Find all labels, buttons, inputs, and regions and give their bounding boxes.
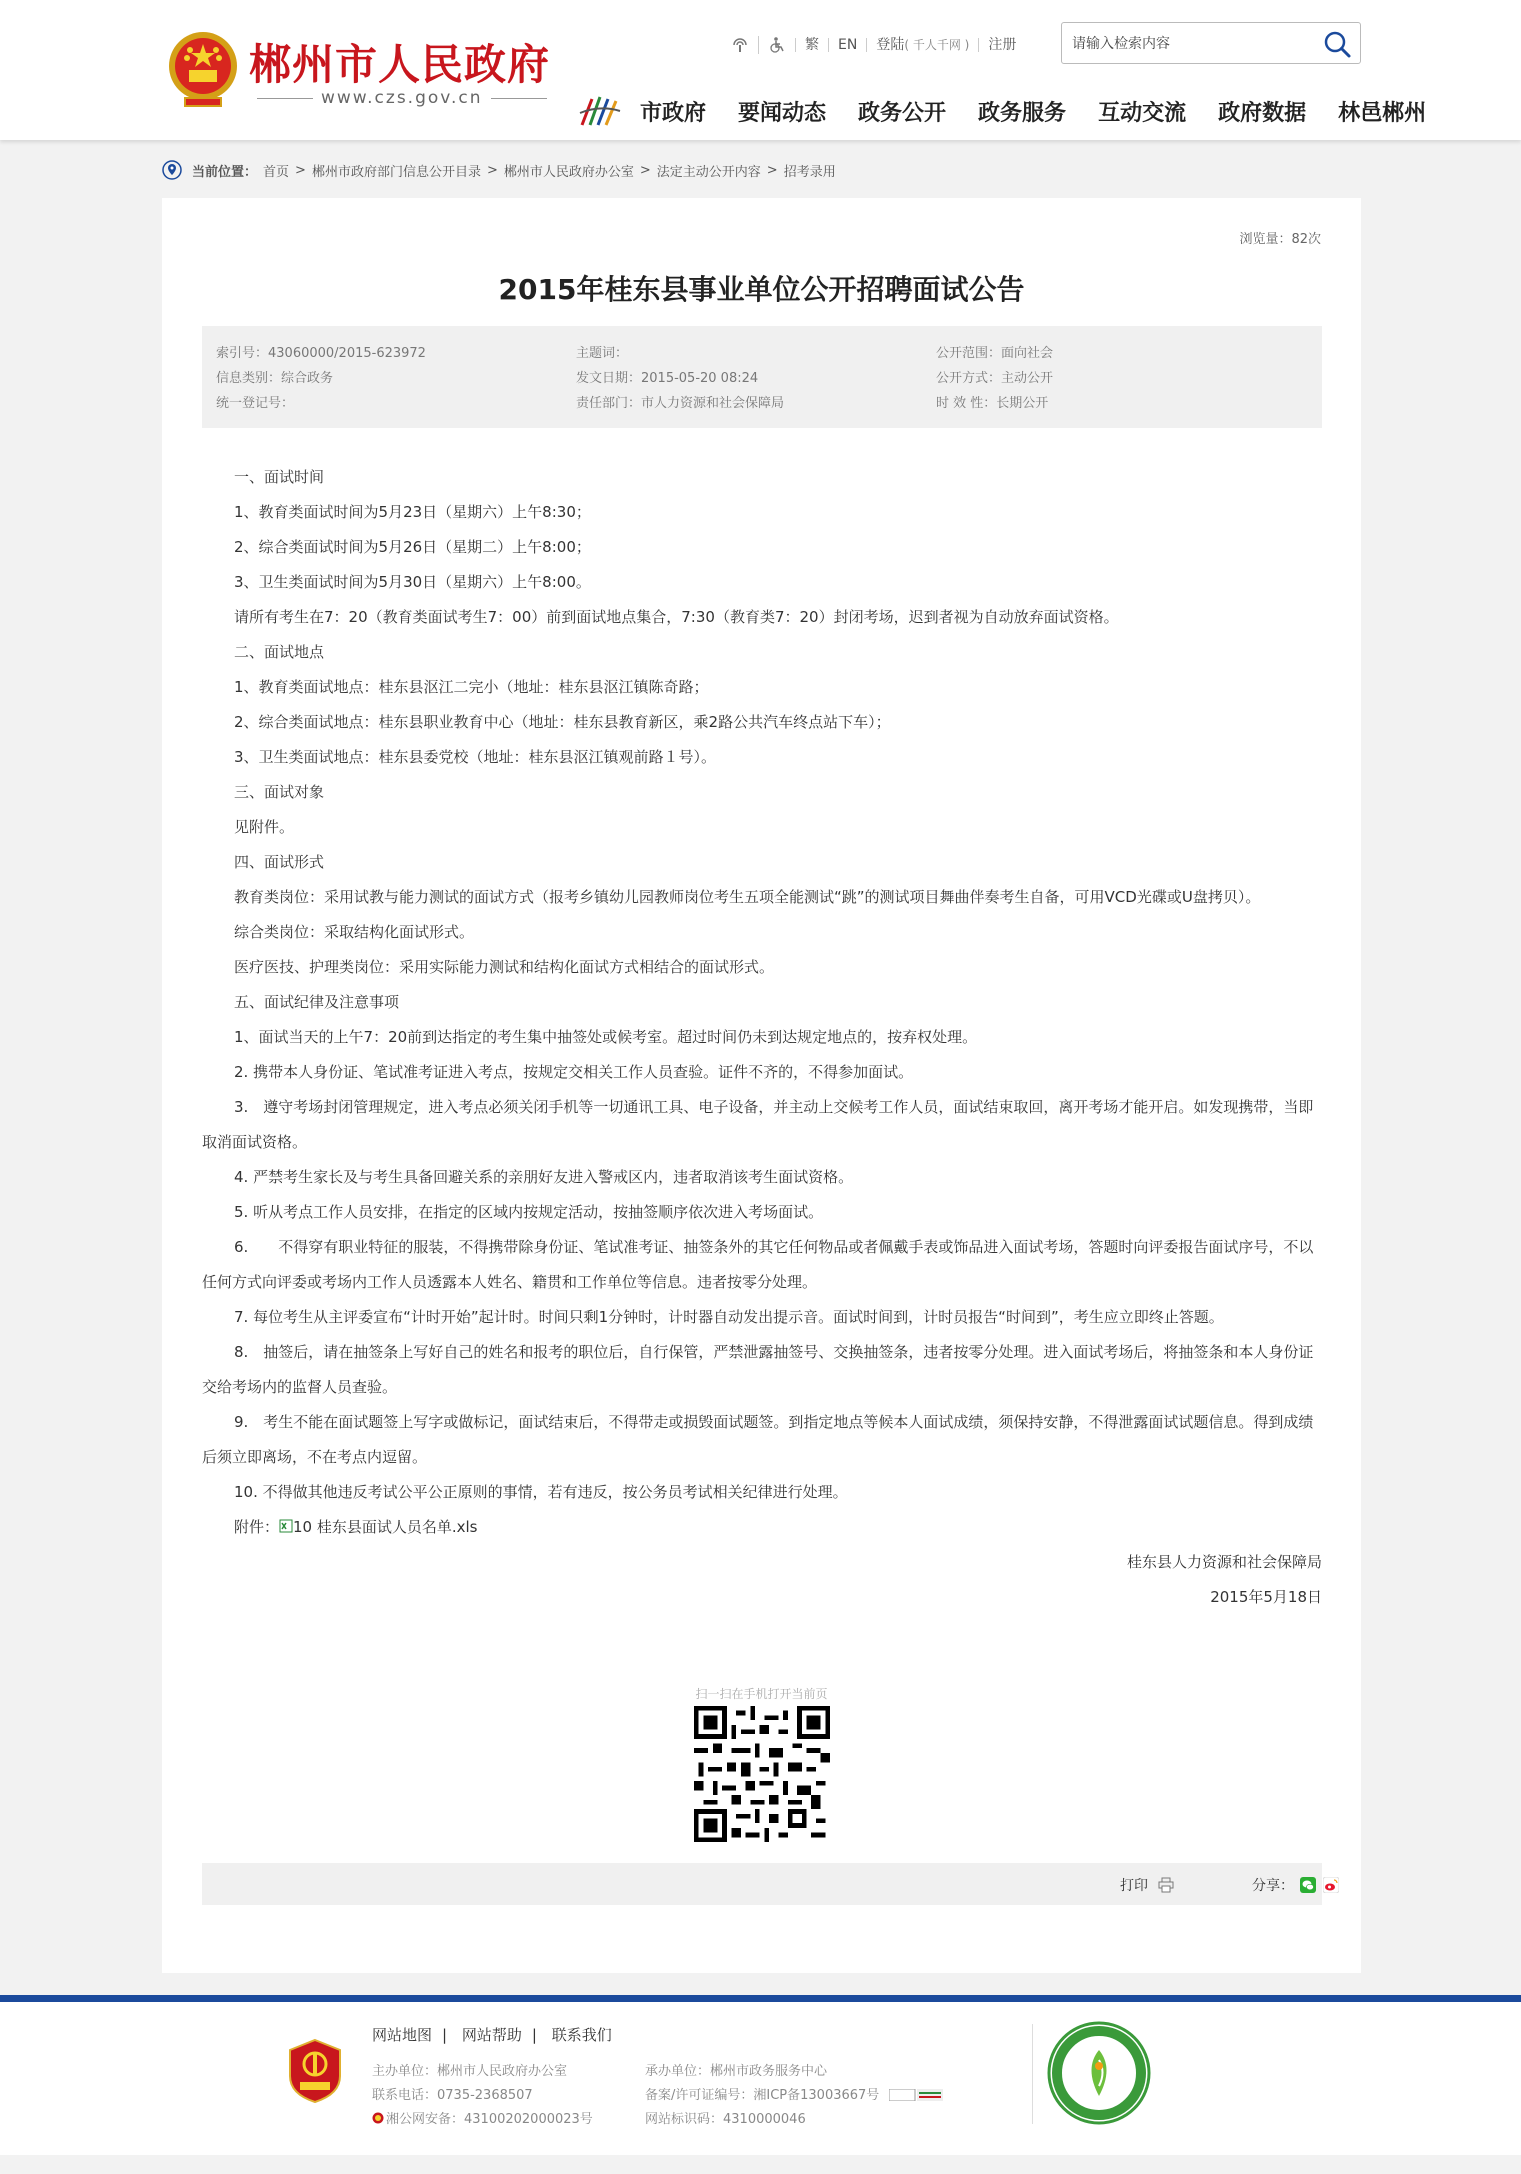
login-link[interactable] [866,38,978,52]
attachment-link[interactable]: 10 桂东县面试人员名单.xls [293,1518,478,1536]
traditional-chinese-link[interactable]: 繁 [795,38,828,52]
article-meta [202,326,1322,428]
breadcrumb-office[interactable]: 郴州市人民政府办公室 [503,164,634,180]
paragraph: 3、卫生类面试地点：桂东县委党校（地址：桂东县沤江镇观前路１号）。 [234,748,717,766]
paragraph: 综合类岗位：采取结构化面试形式。 [234,923,475,941]
city-logo-icon [578,91,622,131]
paragraph: 五、面试纪律及注意事项 [234,993,400,1011]
footer-link-divider: | [442,2026,448,2044]
paragraph: 二、面试地点 [234,643,325,661]
paragraph: 7. 每位考生从主评委宣布“计时开始”起计时。时间只剩1分钟时，计时器自动发出提示音。面试时间到，计时员报告“时间到”，考生应立即终止答题。 [234,1308,1224,1326]
breadcrumb-separator: > [486,162,498,178]
footer-undertaker: 承办单位：郴州市政务服务中心 [645,2064,828,2079]
article-title: 2015年桂东县事业单位公开招聘面试公告 [498,273,1025,306]
location-pin-icon [162,160,182,180]
signer: 桂东县人力资源和社会保障局 [1126,1553,1322,1571]
site-logo[interactable] [163,24,553,120]
police-badge-icon [372,2112,384,2124]
paragraph: 4. 严禁考生家长及与考生具备回避关系的亲朋好友进入警戒区内，违者取消该考生面试资格。 [234,1168,854,1186]
paragraph: 9. 考生不能在面试题签上写字或做标记，面试结束后，不得带走或损毁面试题签。到指定地点等候本人面试成绩，须保持安静，不得泄露面试试题信息。得到成绩后须立即离场，不在考点内逗留。 [202,1413,1314,1466]
breadcrumb-home[interactable]: 首页 [263,164,290,180]
breadcrumb-separator: > [639,162,651,178]
paragraph: 1、面试当天的上午7：20前到达指定的考生集中抽签处或候考室。超过时间仍未到达规定地点的，按弃权处理。 [234,1028,978,1046]
footer-vertical-divider [1032,2024,1033,2124]
nav-gov-data[interactable]: 政府数据 [1218,100,1307,126]
meta-scope: 公开范围：面向社会 [936,346,1054,361]
paragraph: 2、综合类面试时间为5月26日（星期二）上午8:00； [234,538,591,556]
footer-host: 主办单位：郴州市人民政府办公室 [372,2064,568,2079]
breadcrumb-recruitment[interactable]: 招考录用 [783,164,836,180]
meta-category: 信息类别：综合政务 [216,371,334,386]
attachment-line [202,1510,1322,1545]
login-label: 登陆 [876,37,905,53]
footer-site-code: 网站标识码：4310000046 [645,2112,806,2127]
site-header [0,0,1521,140]
site-footer [0,2002,1521,2155]
footer-divider [0,1995,1521,2002]
search-icon[interactable] [1322,29,1352,59]
cnzz-badge-icon[interactable] [889,2089,943,2101]
paragraph: 医疗医技、护理类岗位：采用实际能力测试和结构化面试方式相结合的面试形式。 [234,958,775,976]
meta-subject: 主题词： [576,346,629,361]
paragraph: 见附件。 [234,818,295,836]
footer-icp-text: 备案/许可证编号：湘ICP备13003667号 [645,2088,880,2103]
login-sub-label: ( 千人千网 ) [904,38,970,52]
nav-gov-open[interactable]: 政务公开 [858,100,947,126]
paragraph: 6. 不得穿有职业特征的服装，不得携带除身份证、笔试准考证、抽签条外的其它任何物品或者佩戴手表或饰品进入面试考场，答题时向评委报告面试序号，不以任何方式向评委或考场内工作人员透露本人姓名、籍贯和工作单位等信息。违者按零分处理。 [202,1238,1314,1291]
party-gov-badge-icon[interactable] [286,2038,344,2104]
qr-code-icon [694,1706,830,1842]
attachment-label: 附件： [234,1518,280,1536]
nav-city-gov[interactable]: 市政府 [640,100,707,126]
excel-file-icon [279,1519,293,1533]
english-link[interactable]: EN [828,38,866,52]
breadcrumb-label: 当前位置： [192,164,258,180]
share-group [1252,1875,1339,1895]
national-emblem-icon [163,28,243,112]
paragraph: 教育类岗位：采用试教与能力测试的面试方式（报考乡镇幼儿园教师岗位考生五项全能测试“跳”的测试项目舞曲伴奏考生自备，可用VCD光碟或U盘拷贝）。 [234,888,1261,906]
paragraph: 3. 遵守考场封闭管理规定，进入考点必须关闭手机等一切通讯工具、电子设备，并主动上交候考工作人员，面试结束取回，离开考场才能开启。如发现携带，当即取消面试资格。 [202,1098,1314,1151]
voice-icon [731,36,749,54]
paragraph: 2. 携带本人身份证、笔试准考证进入考点，按规定交相关工作人员查验。证件不齐的，不得参加面试。 [234,1063,914,1081]
view-count: 浏览量：82次 [1239,232,1321,247]
search-box [1061,22,1361,64]
paragraph: 5. 听从考点工作人员安排，在指定的区域内按规定活动，按抽签顺序依次进入考场面试。 [234,1203,824,1221]
footer-sitemap-link[interactable]: 网站地图 [372,2026,433,2044]
paragraph: 一、面试时间 [234,468,325,486]
qr-caption: 扫一扫在手机打开当前页 [695,1687,828,1701]
paragraph: 1、教育类面试时间为5月23日（星期六）上午8:30； [234,503,591,521]
footer-link-divider: | [531,2026,537,2044]
wechat-icon[interactable] [1300,1877,1316,1893]
paragraph: 1、教育类面试地点：桂东县沤江二完小（地址：桂东县沤江镇陈奇路； [234,678,709,696]
print-label: 打印 [1120,1878,1148,1894]
accessibility-voice-button[interactable] [722,36,758,54]
wheelchair-icon [768,36,786,54]
footer-security-text: 湘公网安备：43100202000023号 [386,2112,593,2127]
article-panel [162,198,1361,1973]
paragraph: 三、面试对象 [234,783,325,801]
footer-security [372,2108,593,2127]
breadcrumb-separator: > [766,162,778,178]
paragraph: 10. 不得做其他违反考试公平公正原则的事情，若有违反，按公务员考试相关纪律进行处理。 [234,1483,848,1501]
footer-help-link[interactable]: 网站帮助 [461,2026,522,2044]
search-input[interactable] [1072,33,1302,55]
footer-bottom-band [0,2155,1521,2174]
meta-dept: 责任部门：市人力资源和社会保障局 [576,396,785,411]
meta-reg-no: 统一登记号： [216,396,295,411]
paragraph: 3、卫生类面试时间为5月30日（星期六）上午8:00。 [234,573,591,591]
breadcrumb-directory[interactable]: 郴州市政府部门信息公开目录 [311,164,481,180]
main-nav [578,94,1426,128]
paragraph: 8. 抽签后，请在抽签条上写好自己的姓名和报考的职位后，自行保管，严禁泄露抽签号、交换抽签条，违者按零分处理。进入面试考场后，将抽签条和本人身份证交给考场内的监督人员查验。 [202,1343,1314,1396]
paragraph: 请所有考生在7：20（教育类面试考生7：00）前到面试地点集合，7:30（教育类7：20）封闭考场，迟到者视为自动放弃面试资格。 [234,608,1119,626]
breadcrumb-separator: > [295,162,306,178]
share-label: 分享： [1252,1878,1294,1894]
nav-interaction[interactable]: 互动交流 [1098,100,1187,126]
meta-validity: 时 效 性：长期公开 [936,396,1049,411]
accessibility-button[interactable] [758,36,795,54]
weibo-icon[interactable] [1323,1877,1339,1893]
register-link[interactable]: 注册 [978,38,1025,52]
breadcrumb [162,160,836,180]
footer-phone: 联系电话：0735-2368507 [372,2088,533,2103]
meta-index-no: 索引号：43060000/2015-623972 [216,346,426,361]
site-domain: www.czs.gov.cn [249,88,549,108]
breadcrumb-statutory[interactable]: 法定主动公开内容 [656,164,761,180]
printer-icon [1158,1877,1174,1893]
nav-gov-service[interactable]: 政务服务 [978,100,1067,126]
civilized-city-seal-icon[interactable] [1046,2020,1152,2126]
site-name: 郴州市人民政府 [249,40,551,89]
footer-icp [645,2084,943,2103]
share-bar [202,1863,1322,1905]
nav-news[interactable]: 要闻动态 [738,100,827,126]
footer-contact-link[interactable]: 联系我们 [551,2026,612,2044]
top-links [722,34,1025,56]
footer-links [372,2024,612,2045]
meta-date: 发文日期：2015-05-20 08:24 [576,371,759,386]
meta-method: 公开方式：主动公开 [936,371,1054,386]
article-body [202,460,1322,1615]
nav-linyi-chenzhou[interactable]: 林邑郴州 [1338,100,1427,126]
print-button[interactable] [1120,1875,1174,1895]
sign-date: 2015年5月18日 [1210,1588,1322,1606]
paragraph: 2、综合类面试地点：桂东县职业教育中心（地址：桂东县教育新区，乘2路公共汽车终点站下车）； [234,713,891,731]
paragraph: 四、面试形式 [234,853,325,871]
